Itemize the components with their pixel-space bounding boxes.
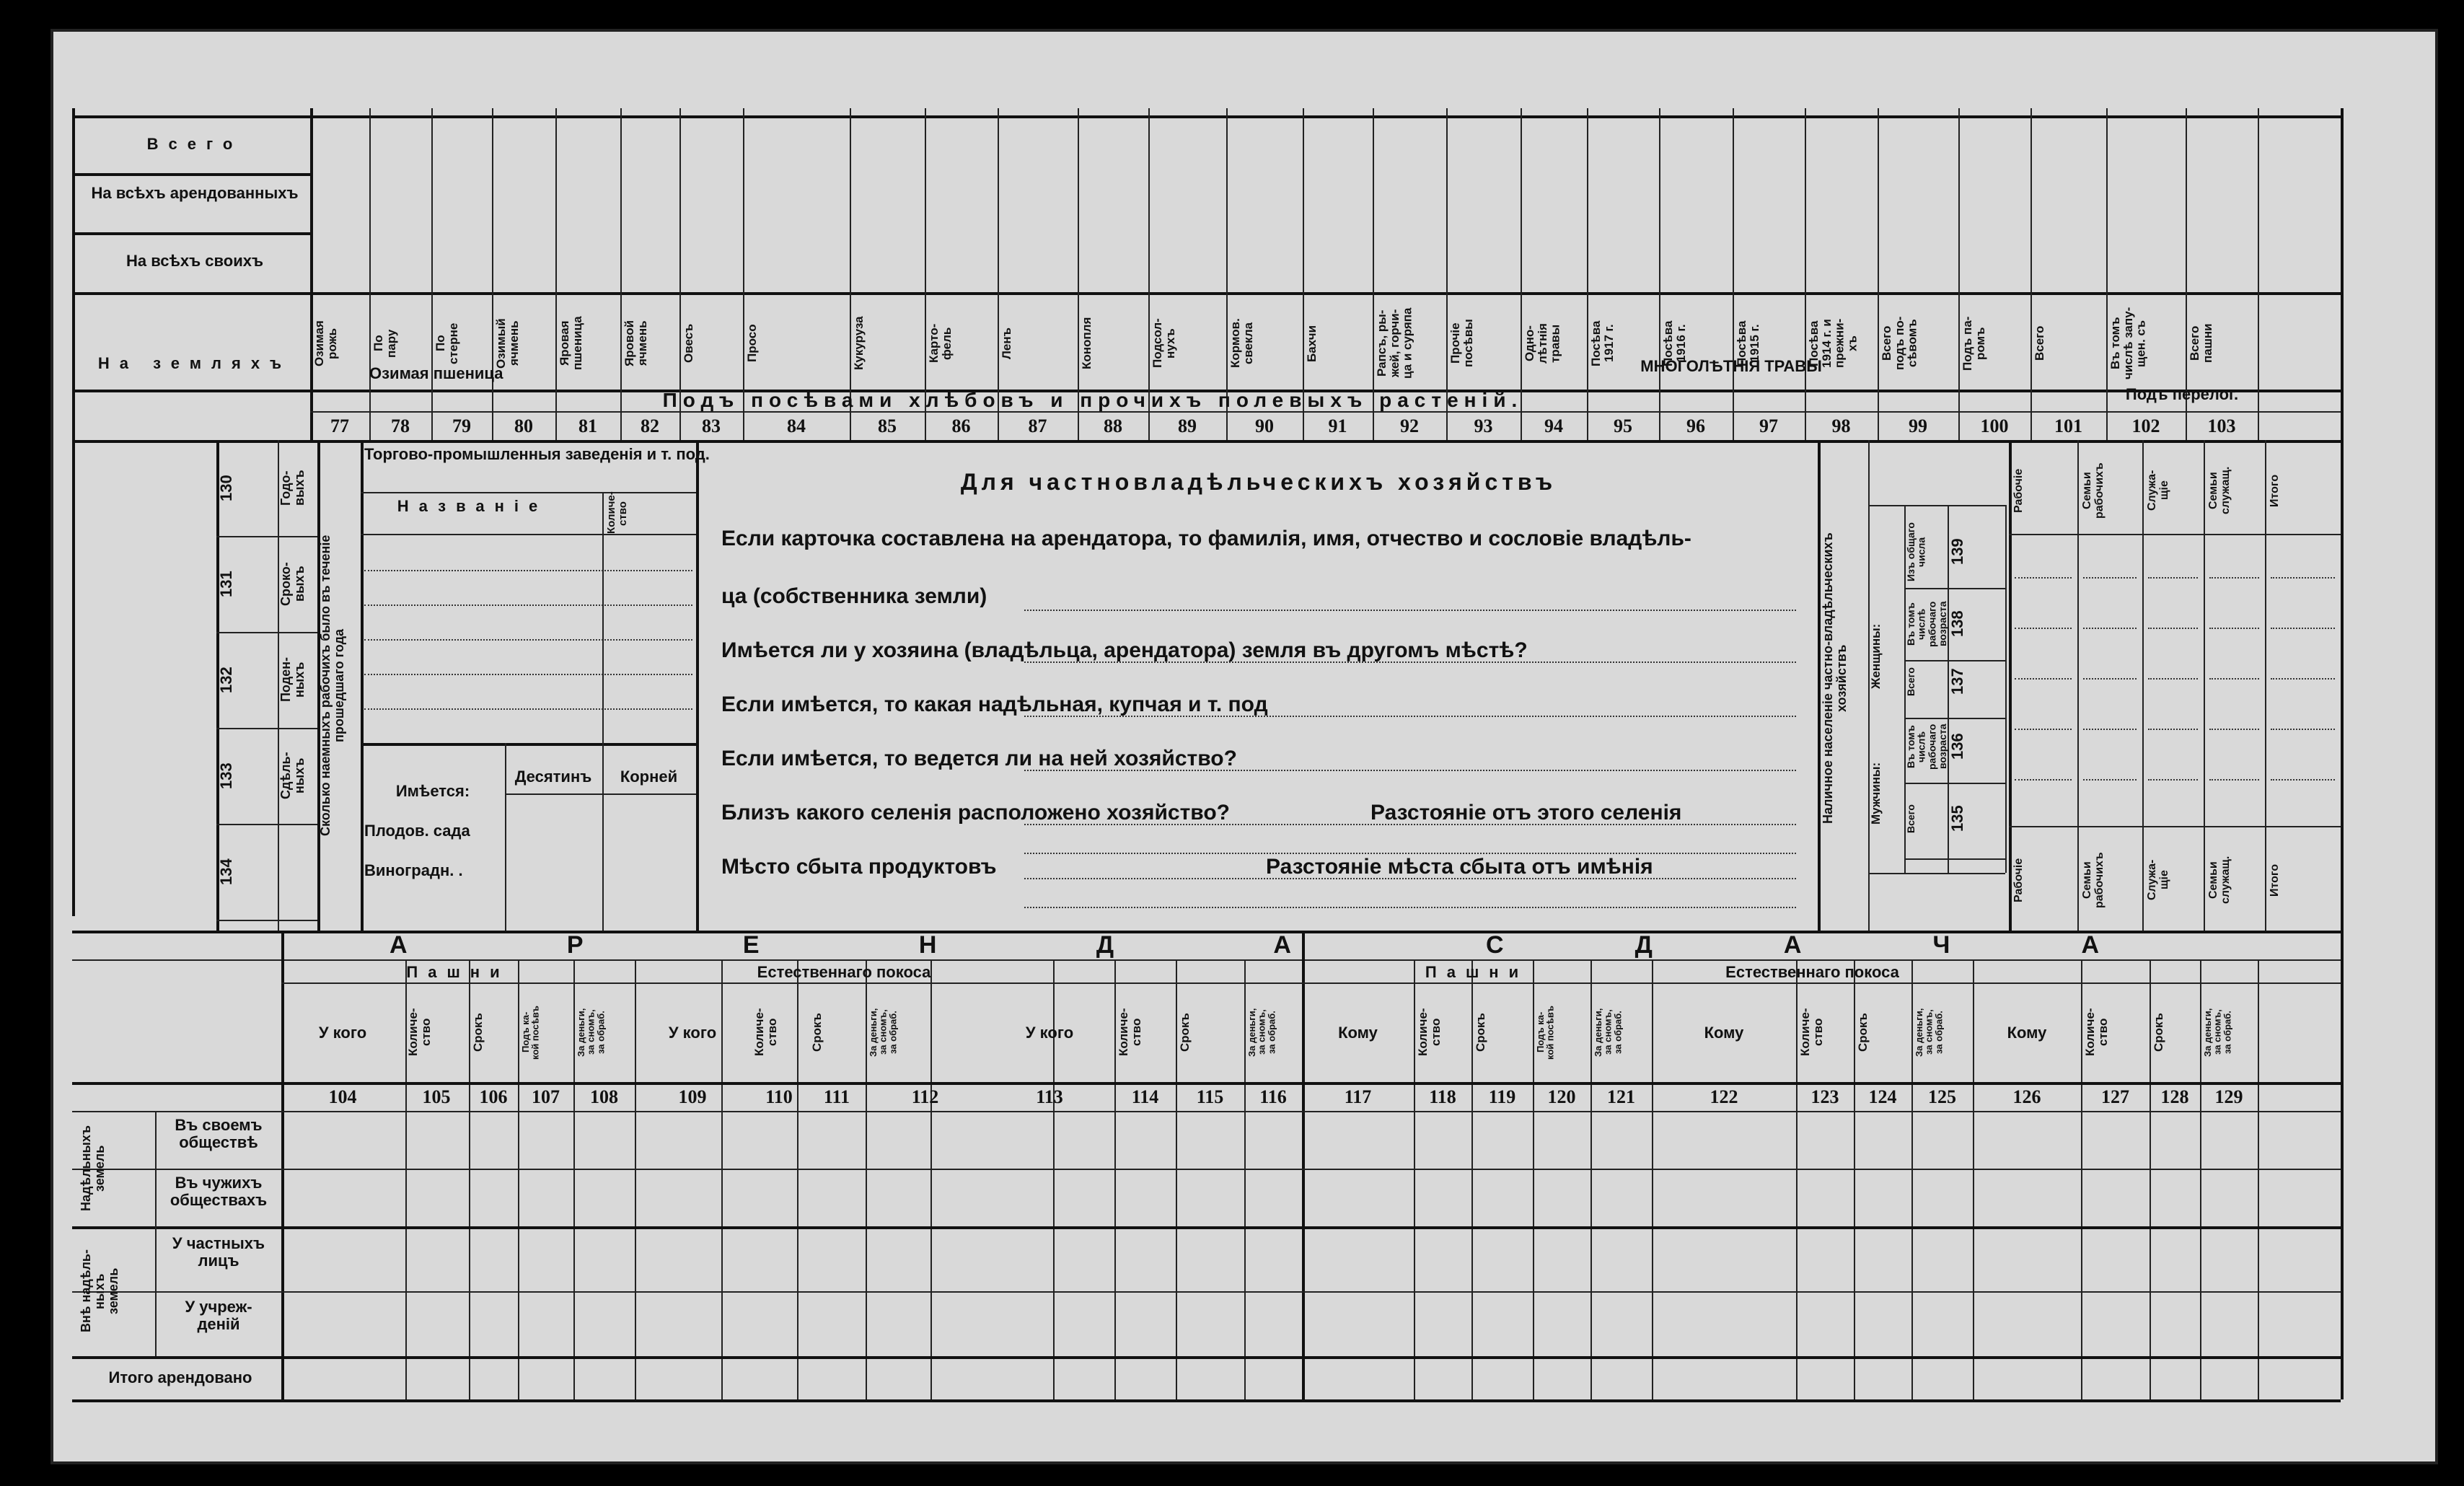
column-number: 116: [1259, 1086, 1287, 1107]
rule-line: [72, 232, 310, 235]
col-header-125: За деньги, за сномъ, за обраб.: [1914, 1008, 1945, 1057]
col-header-121: За деньги, за сномъ, за обраб.: [1593, 1008, 1624, 1057]
worker-col-num: 133: [217, 762, 235, 789]
fill-line: [2209, 577, 2259, 579]
column-number: 85: [878, 416, 897, 436]
pop-col-num: 137: [1948, 668, 1966, 695]
rule-line: [2009, 440, 2012, 931]
rule-line: [72, 1356, 2341, 1359]
right-col-header-bottom: Итого: [2269, 863, 2281, 897]
column-number: 114: [1131, 1086, 1159, 1107]
rule-line: [2081, 959, 2082, 1399]
fill-line: [2083, 628, 2137, 629]
row-label-svoih: На всѣхъ своихъ: [126, 252, 263, 270]
right-col-header-top: Служа- щiе: [2146, 470, 2170, 511]
rule-line: [361, 743, 696, 746]
crop-header-99: Всего подъ по- сѣвомъ: [1880, 316, 1919, 371]
column-number: 86: [951, 416, 971, 436]
rule-line: [72, 1226, 2341, 1229]
question-line: Разстоянiе отъ этого селенiя: [1370, 801, 1682, 825]
crop-header-80: Озимый ячмень: [494, 318, 521, 369]
rule-line: [1911, 959, 1913, 1399]
rule-line: [72, 1169, 2341, 1170]
col-header-112: За деньги, за сномъ, за обраб.: [868, 1008, 899, 1057]
fill-line: [1024, 824, 1796, 825]
crop-header-92: Рапсъ, ры- жей, горчи- ца и суряпа: [1375, 307, 1414, 379]
right-col-header-bottom: Служа- щiе: [2146, 859, 2170, 901]
column-number: 109: [678, 1086, 707, 1107]
rule-line: [1854, 959, 1855, 1399]
pop-col-num: 136: [1948, 733, 1966, 760]
worker-col-num: 132: [217, 667, 235, 693]
right-col-header-top: Семьи рабочихъ: [2081, 462, 2106, 519]
rule-line: [2265, 440, 2266, 931]
crop-header-83: Овесъ: [682, 323, 695, 364]
column-number: 129: [2214, 1086, 2243, 1107]
question-line: Разстоянiе мѣста сбыта отъ имѣнiя: [1266, 855, 1653, 879]
col-header-113: У кого: [1025, 1024, 1074, 1042]
column-number: 120: [1547, 1086, 1576, 1107]
column-number: 118: [1429, 1086, 1456, 1107]
column-number: 121: [1607, 1086, 1635, 1107]
rule-line: [72, 292, 2341, 295]
col-header-120: Подъ ка- кой посѣвъ: [1535, 1005, 1556, 1060]
crop-header-84: Просо: [745, 324, 759, 363]
col-header-114: Количе- ство: [1117, 1008, 1143, 1057]
column-number: 117: [1344, 1086, 1372, 1107]
rule-line: [1590, 959, 1592, 1399]
rule-line: [361, 534, 696, 535]
sdacha-title: [1486, 932, 2099, 959]
row-group-vne: Внѣ надѣль- ныхъ земель: [79, 1249, 120, 1333]
pop-col-num: 139: [1948, 538, 1966, 566]
fill-line: [2209, 678, 2259, 680]
fill-line: [2271, 729, 2335, 730]
column-number: 94: [1544, 416, 1563, 436]
fill-line: [2083, 577, 2137, 579]
fill-line: [1024, 907, 1796, 908]
rule-line: [2142, 440, 2144, 931]
rule-line: [281, 982, 2341, 984]
column-number: 106: [479, 1086, 508, 1107]
column-number: 124: [1868, 1086, 1897, 1107]
fill-line: [2015, 678, 2072, 680]
rule-line: [602, 492, 604, 743]
rule-line: [1302, 931, 1305, 1399]
col-header-128: Срокъ: [2152, 1013, 2165, 1052]
right-col-header-top: Семьи служащ.: [2207, 466, 2232, 515]
fill-line: [2148, 628, 2198, 629]
rule-line: [1114, 959, 1116, 1399]
row-label-arendovannyh: На всѣхъ арендованныхъ: [91, 184, 299, 202]
column-number: 101: [2054, 416, 2082, 436]
title-letter: Е: [742, 931, 760, 959]
title-letter: А: [390, 931, 408, 959]
fill-line: [364, 708, 692, 710]
crop-header-101: Всего: [2033, 325, 2046, 361]
column-number: 102: [2131, 416, 2160, 436]
column-number: 123: [1810, 1086, 1839, 1107]
crop-header-95: Посѣва 1917 г.: [1589, 320, 1616, 366]
right-col-header-top: Рабочiе: [2012, 468, 2025, 513]
pop-col-label: Въ томъ числѣ рабочаго возраста: [1905, 601, 1949, 647]
column-number: 79: [452, 416, 471, 436]
fill-line: [2015, 628, 2072, 629]
pop-col-label: Всего: [1905, 667, 1917, 696]
rule-line: [505, 793, 696, 795]
row-label-uchrezhdeniy: У учреж- денiй: [185, 1298, 252, 1334]
column-number: 95: [1614, 416, 1632, 436]
row-label-chuzhih: Въ чужихъ обществахъ: [170, 1174, 268, 1210]
column-number: 78: [391, 416, 410, 436]
rule-line: [72, 173, 310, 176]
fill-line: [1024, 661, 1796, 663]
rule-line: [866, 959, 867, 1399]
crop-header-87: Ленъ: [1000, 327, 1013, 360]
band-title: Подъ посѣвами хлѣбовъ и прочихъ полевыхъ растенiй.: [662, 389, 1523, 411]
column-group-title: Пашни: [406, 963, 510, 981]
title-letter: Д: [1096, 931, 1114, 959]
rule-line: [2258, 959, 2259, 1399]
crop-header-100: Подъ па- ромъ: [1961, 316, 1987, 371]
row-label-chastnyh: У частныхъ лицъ: [172, 1234, 265, 1270]
fill-line: [1024, 770, 1796, 771]
desyatin-header: Десятинъ: [514, 768, 592, 786]
title-letter: Н: [918, 931, 937, 959]
crop-header-86: Карто- фель: [927, 323, 954, 364]
fill-line: [2271, 628, 2335, 629]
right-col-header-top: Итого: [2269, 474, 2281, 507]
rule-line: [155, 1111, 157, 1356]
rule-line: [2341, 959, 2344, 1399]
worker-col-label: Поден- ныхъ: [278, 657, 307, 703]
column-number: 127: [2101, 1086, 2129, 1107]
title-letter: А: [2081, 931, 2099, 959]
right-col-header-bottom: Семьи служащ.: [2207, 856, 2232, 905]
column-number: 128: [2160, 1086, 2189, 1107]
column-number: 119: [1488, 1086, 1516, 1107]
workers-title: Сколько наемныхъ рабочихъ было въ теченiе прошедшаго года: [318, 535, 346, 836]
row-label-svoem: Въ своемъ обществѣ: [175, 1116, 263, 1152]
rule-line: [2200, 959, 2201, 1399]
column-number: 104: [328, 1086, 357, 1107]
worker-col-label: Сдѣль- ныхъ: [278, 752, 307, 800]
column-group-title: Естественнаго покоса: [757, 963, 931, 981]
fill-line: [2271, 577, 2335, 579]
col-header-116: За деньги, за сномъ, за обраб.: [1246, 1008, 1277, 1057]
right-col-header-bottom: Рабочiе: [2012, 858, 2025, 902]
imeetsya-label: Имѣется:: [395, 782, 470, 800]
fill-line: [2015, 779, 2072, 781]
rule-line: [2009, 826, 2341, 827]
rule-line: [72, 1111, 2341, 1112]
rule-line: [72, 1082, 2341, 1085]
fill-line: [2209, 779, 2259, 781]
col-header-104: У кого: [318, 1024, 367, 1042]
title-letter: Д: [1634, 931, 1653, 959]
rule-line: [1471, 959, 1473, 1399]
sub-header-ozimaya-pshenitsa: Озимая пшеница: [369, 364, 503, 382]
fill-line: [2083, 779, 2137, 781]
column-number: 88: [1104, 416, 1122, 436]
trade-name-header: Названiе: [397, 497, 548, 515]
vinograd-label: Виноградн. .: [364, 861, 463, 879]
crop-header-91: Бахчи: [1305, 325, 1319, 362]
col-header-109: У кого: [668, 1024, 717, 1042]
rule-line: [361, 492, 696, 493]
rule-line: [1414, 959, 1415, 1399]
column-number: 111: [823, 1086, 850, 1107]
worker-col-num: 134: [217, 858, 235, 885]
rule-line: [72, 115, 2341, 118]
col-header-105: Количе- ство: [406, 1008, 433, 1057]
worker-col-num: 130: [217, 475, 235, 501]
title-letter: А: [1273, 931, 1291, 959]
crop-header-89: Подсол- нухъ: [1150, 318, 1177, 369]
title-letter: Ч: [1932, 931, 1950, 959]
column-number: 81: [578, 416, 597, 436]
crop-header-85: Кукуруза: [852, 316, 866, 371]
fill-line: [2015, 577, 2072, 579]
question-line: Если карточка составлена на арендатора, то фамилiя, имя, отчество и сословiе владѣль-: [721, 527, 1691, 550]
crop-header-102: Въ томъ числѣ запу- щен. съ: [2108, 307, 2148, 380]
column-number: 98: [1831, 416, 1851, 436]
column-number: 82: [641, 416, 659, 436]
rule-line: [1244, 959, 1246, 1399]
col-header-123: Количе- ство: [1798, 1008, 1825, 1057]
zhenshchiny-label: Женщины:: [1869, 623, 1883, 690]
col-header-122: Кому: [1704, 1024, 1744, 1042]
crop-header-88: Конопля: [1080, 317, 1094, 370]
fill-line: [364, 604, 692, 606]
column-number: 126: [2012, 1086, 2041, 1107]
pop-col-num: 135: [1948, 805, 1966, 832]
column-number: 96: [1686, 416, 1705, 436]
rule-line: [2009, 534, 2341, 535]
col-header-108: За деньги, за сномъ, за обраб.: [576, 1008, 607, 1057]
column-number: 91: [1328, 416, 1347, 436]
arenda-title: [390, 932, 1291, 959]
row-label-vsego: Всего: [146, 135, 243, 153]
fill-line: [2271, 779, 2335, 781]
rule-line: [1958, 108, 1960, 440]
right-col-header-bottom: Семьи рабочихъ: [2081, 852, 2106, 908]
rule-line: [72, 440, 2341, 443]
fill-line: [364, 639, 692, 641]
column-number: 115: [1196, 1086, 1224, 1107]
rule-line: [216, 920, 317, 921]
fill-line: [2271, 678, 2335, 680]
fill-line: [2209, 729, 2259, 730]
column-number: 87: [1028, 416, 1047, 436]
col-header-115: Срокъ: [1178, 1013, 1192, 1052]
column-number: 125: [1928, 1086, 1956, 1107]
column-number: 110: [765, 1086, 793, 1107]
sub-header-mnogoletnie: МНОГОЛѢТНIЯ ТРАВЫ: [1640, 357, 1822, 375]
rule-line: [281, 931, 284, 1399]
rule-line: [518, 959, 519, 1399]
col-header-126: Кому: [2007, 1024, 2047, 1042]
title-letter: Р: [566, 931, 584, 959]
col-header-124: Срокъ: [1856, 1013, 1870, 1052]
rule-line: [1904, 588, 2005, 589]
fill-line: [364, 674, 692, 675]
crop-header-93: Прочiе посѣвы: [1448, 319, 1475, 368]
column-number: 77: [330, 416, 349, 436]
column-group-title: Естественнаго покоса: [1725, 963, 1899, 981]
worker-col-num: 131: [217, 571, 235, 597]
worker-col-label: [279, 831, 315, 913]
fill-line: [1024, 716, 1796, 717]
rule-line: [216, 824, 317, 825]
rule-line: [216, 728, 317, 729]
rule-line: [469, 959, 470, 1399]
column-number: 92: [1400, 416, 1419, 436]
population-title: Наличное населенiе частно-владѣльческихъ хозяйствъ: [1821, 532, 1849, 824]
col-header-110: Количе- ство: [752, 1008, 779, 1057]
crop-header-94: Одно- лѣтнiя травы: [1523, 323, 1562, 364]
fill-line: [2015, 729, 2072, 730]
column-number: 89: [1178, 416, 1197, 436]
title-letter: А: [1783, 931, 1802, 959]
rule-line: [1176, 959, 1177, 1399]
crop-header-96: Посѣва 1916 г.: [1661, 320, 1688, 366]
col-header-129: За деньги, за сномъ, за обраб.: [2202, 1008, 2233, 1057]
column-number: 83: [702, 416, 721, 436]
column-number: 112: [911, 1086, 939, 1107]
fill-line: [2148, 577, 2198, 579]
rule-line: [1796, 959, 1798, 1399]
rule-line: [361, 440, 364, 931]
rule-line: [2258, 108, 2259, 440]
sad-label: Плодов. сада: [364, 822, 470, 840]
crop-header-79: По стерне: [434, 322, 460, 364]
rule-line: [573, 959, 575, 1399]
rule-line: [216, 632, 317, 633]
rule-line: [2150, 959, 2151, 1399]
col-header-127: Количе- ство: [2083, 1008, 2110, 1057]
question-line: ца (собственника земли): [721, 584, 987, 608]
fill-line: [2148, 729, 2198, 730]
worker-col-label: Годо- выхъ: [278, 470, 307, 506]
crop-header-90: Кормов. свекла: [1228, 318, 1255, 369]
pop-col-num: 138: [1948, 610, 1966, 638]
crop-header-78: По пару: [371, 329, 398, 358]
column-number: 84: [787, 416, 806, 436]
fill-line: [2083, 729, 2137, 730]
muzhchiny-label: Мужчины:: [1869, 762, 1883, 825]
rule-line: [2030, 108, 2032, 440]
column-number: 100: [1980, 416, 2009, 436]
question-line: Близъ какого селенiя расположено хозяйство?: [721, 801, 1230, 825]
fill-line: [2148, 779, 2198, 781]
sub-header-pod-perelog: Подъ перелог.: [2125, 385, 2239, 403]
col-header-111: Срокъ: [810, 1013, 824, 1052]
crop-header-103: Всего пашни: [2188, 323, 2214, 364]
column-group-title: Пашни: [1425, 963, 1529, 981]
column-number: 122: [1710, 1086, 1738, 1107]
column-number: 103: [2207, 416, 2236, 436]
rule-line: [1868, 873, 2005, 874]
column-number: 105: [422, 1086, 451, 1107]
questions-heading: Для частновладѣльческихъ хозяйствъ: [960, 469, 1557, 495]
col-header-106: Срокъ: [471, 1013, 485, 1052]
rule-line: [72, 1291, 2341, 1293]
rule-line: [1904, 858, 2005, 860]
pop-col-label: Всего: [1905, 804, 1917, 833]
fill-line: [1024, 878, 1796, 879]
col-header-118: Количе- ство: [1416, 1008, 1443, 1057]
rule-line: [72, 959, 2341, 961]
trade-title: Торгово-промышленныя заведенiя и т. под.: [364, 445, 710, 463]
row-label-itogo: Итого арендовано: [108, 1368, 252, 1386]
rule-line: [1878, 108, 1879, 440]
rule-line: [2204, 440, 2205, 931]
col-header-107: Подъ ка- кой посѣвъ: [520, 1005, 541, 1060]
column-number: 93: [1474, 416, 1493, 436]
rule-line: [216, 536, 317, 537]
pop-col-label: Въ томъ числѣ рабочаго возраста: [1905, 724, 1949, 770]
fill-line: [2209, 628, 2259, 629]
rule-line: [696, 440, 699, 931]
rule-line: [72, 1399, 2341, 1402]
fill-line: [1024, 853, 1796, 854]
crop-header-81: Яровая пшеница: [558, 316, 584, 371]
fill-line: [2083, 678, 2137, 680]
crop-header-82: Яровой ячмень: [622, 320, 649, 367]
question-line: Имѣется ли у хозяина (владѣльца, арендатора) земля въ другомъ мѣстѣ?: [721, 638, 1528, 662]
column-number: 113: [1036, 1086, 1063, 1107]
question-line: Если имѣется, то какая надѣльная, купчая и т. под: [721, 693, 1268, 716]
rule-line: [2005, 505, 2007, 873]
column-number: 108: [590, 1086, 618, 1107]
row-label-na-zemlyah: На земляхъ: [97, 354, 292, 372]
rule-line: [2077, 440, 2079, 931]
column-number: 80: [514, 416, 533, 436]
rule-line: [1533, 959, 1534, 1399]
rule-line: [2341, 108, 2344, 440]
col-header-119: Срокъ: [1474, 1013, 1487, 1052]
column-number: 99: [1909, 416, 1927, 436]
column-number: 90: [1255, 416, 1274, 436]
crop-header-77: Озимая рожь: [312, 320, 339, 366]
fill-line: [364, 570, 692, 571]
column-number: 107: [532, 1086, 560, 1107]
worker-col-label: Сроко- выхъ: [278, 562, 307, 606]
title-letter: С: [1486, 931, 1504, 959]
crop-header-98: Посѣва 1914 г. и прежни- хъ: [1807, 318, 1860, 369]
col-header-117: Кому: [1338, 1024, 1378, 1042]
crop-header-97: Посѣва 1915 г.: [1735, 320, 1761, 366]
fill-line: [2148, 678, 2198, 680]
pop-col-label: Изъ общаго числа: [1905, 522, 1927, 581]
rule-line: [72, 108, 75, 916]
fill-line: [1024, 610, 1796, 611]
rule-line: [1868, 505, 2005, 506]
question-line: Если имѣется, то ведется ли на ней хозяйство?: [721, 747, 1237, 770]
rule-line: [1904, 783, 2005, 784]
trade-qty-header: Количе- ство: [605, 491, 629, 534]
korney-header: Корней: [620, 768, 678, 786]
row-group-nadelnyh: Надѣльныхъ земель: [79, 1125, 107, 1212]
column-number: 97: [1759, 416, 1778, 436]
question-line: Мѣсто сбыта продуктовъ: [721, 855, 997, 879]
